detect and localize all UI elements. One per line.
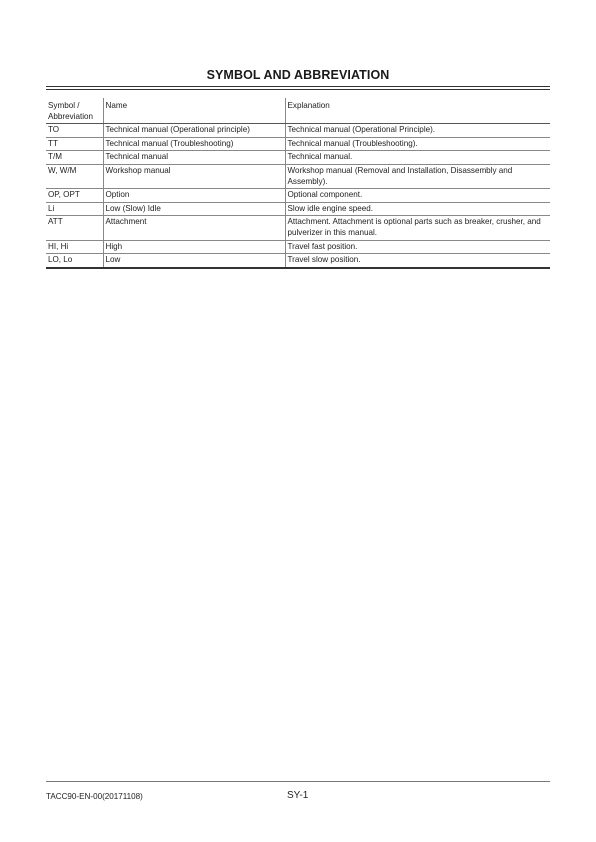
page-number: SY-1 bbox=[287, 790, 309, 801]
header-explanation: Explanation bbox=[285, 98, 550, 124]
symbol-cell: W, W/M bbox=[46, 164, 103, 188]
name-cell: Attachment bbox=[103, 216, 285, 240]
table-row bbox=[46, 164, 550, 188]
explanation-cell: Travel fast position. bbox=[285, 240, 550, 254]
explanation-cell: Workshop manual (Removal and Installation, Disassembly and Assembly). bbox=[285, 164, 550, 188]
name-cell: Technical manual bbox=[103, 151, 285, 165]
symbol-cell: LO, Lo bbox=[46, 254, 103, 268]
table-row bbox=[46, 240, 550, 254]
name-cell: Low bbox=[103, 254, 285, 268]
table-row bbox=[46, 216, 550, 240]
explanation-cell: Technical manual. bbox=[285, 151, 550, 165]
explanation-cell: Slow idle engine speed. bbox=[285, 202, 550, 216]
name-cell: Workshop manual bbox=[103, 164, 285, 188]
name-cell: Low (Slow) Idle bbox=[103, 202, 285, 216]
explanation-cell: Technical manual (Operational Principle). bbox=[285, 124, 550, 138]
symbol-cell: T/M bbox=[46, 151, 103, 165]
explanation-cell: Technical manual (Troubleshooting). bbox=[285, 137, 550, 151]
title-rule-top bbox=[46, 86, 550, 87]
symbol-cell: Li bbox=[46, 202, 103, 216]
name-cell: High bbox=[103, 240, 285, 254]
abbreviation-table bbox=[46, 98, 550, 269]
name-cell: Technical manual (Troubleshooting) bbox=[103, 137, 285, 151]
title-rule-bottom bbox=[46, 89, 550, 90]
explanation-cell: Travel slow position. bbox=[285, 254, 550, 268]
table-row bbox=[46, 124, 550, 138]
symbol-cell: OP, OPT bbox=[46, 189, 103, 203]
table-header-row bbox=[46, 98, 550, 124]
table-row bbox=[46, 254, 550, 268]
footer-rule bbox=[46, 781, 550, 782]
explanation-cell: Attachment. Attachment is optional parts such as breaker, crusher, and pulverizer in this manual. bbox=[285, 216, 550, 240]
table-row bbox=[46, 202, 550, 216]
header-symbol: Symbol / Abbreviation bbox=[46, 98, 103, 124]
symbol-cell: TO bbox=[46, 124, 103, 138]
table-row bbox=[46, 137, 550, 151]
symbol-cell: HI, Hi bbox=[46, 240, 103, 254]
header-name: Name bbox=[103, 98, 285, 124]
document-code: TACC90-EN-00(20171108) bbox=[46, 792, 143, 801]
symbol-cell: TT bbox=[46, 137, 103, 151]
table-row bbox=[46, 189, 550, 203]
explanation-cell: Optional component. bbox=[285, 189, 550, 203]
name-cell: Technical manual (Operational principle) bbox=[103, 124, 285, 138]
symbol-cell: ATT bbox=[46, 216, 103, 240]
table-row bbox=[46, 151, 550, 165]
name-cell: Option bbox=[103, 189, 285, 203]
page-title: SYMBOL AND ABBREVIATION bbox=[206, 68, 390, 82]
